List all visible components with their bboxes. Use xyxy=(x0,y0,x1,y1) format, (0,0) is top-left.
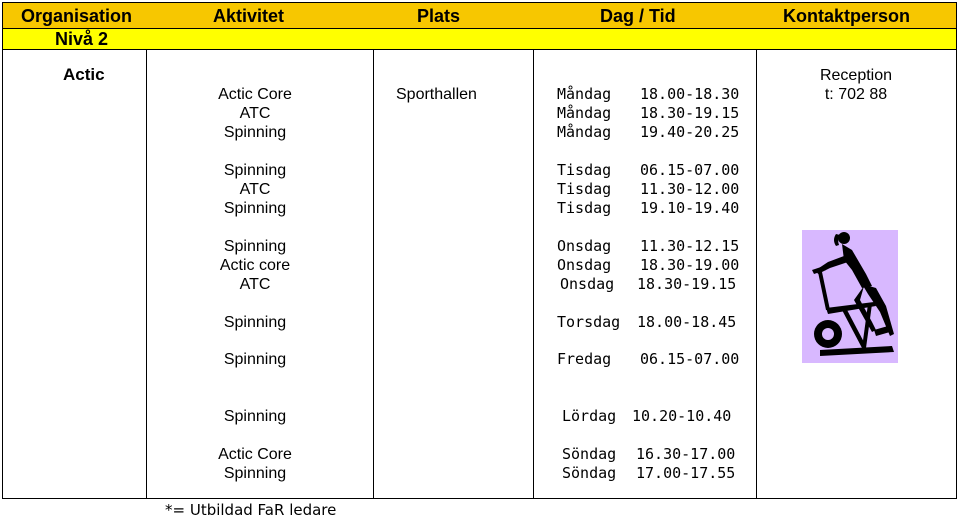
row-activity: Spinning xyxy=(223,314,287,331)
row-day: Fredag xyxy=(557,350,612,368)
level-row xyxy=(2,29,957,50)
spinning-cyclist-icon xyxy=(802,230,898,363)
row-activity: Spinning xyxy=(223,162,287,179)
row-time: 16.30-17.00 xyxy=(636,445,736,463)
row-day: Söndag xyxy=(562,464,617,482)
row-activity: Spinning xyxy=(223,124,287,141)
row-activity: ATC xyxy=(239,181,271,198)
level-label: Nivå 2 xyxy=(55,29,109,49)
row-time: 18.00-18.30 xyxy=(640,85,740,103)
row-time: 18.00-18.45 xyxy=(637,313,737,331)
spinning-cyclist-drawing xyxy=(802,230,898,363)
column-divider xyxy=(533,50,534,498)
row-time: 06.15-07.00 xyxy=(640,350,740,368)
row-day: Tisdag xyxy=(557,180,612,198)
row-day: Måndag xyxy=(557,85,612,103)
row-time: 18.30-19.00 xyxy=(640,256,740,274)
table-header xyxy=(2,2,957,29)
row-activity: Spinning xyxy=(223,465,287,482)
place-name: Sporthallen xyxy=(396,86,477,103)
row-activity: Spinning xyxy=(223,238,287,255)
column-divider xyxy=(756,50,757,498)
row-day: Måndag xyxy=(557,104,612,122)
row-time: 19.40-20.25 xyxy=(640,123,740,141)
row-time: 18.30-19.15 xyxy=(640,104,740,122)
header-aktivitet: Aktivitet xyxy=(213,6,285,26)
row-activity: Actic core xyxy=(219,257,291,274)
row-day: Torsdag xyxy=(557,313,621,331)
contact-line2: t: 702 88 xyxy=(824,86,888,103)
row-activity: Actic Core xyxy=(218,446,292,463)
row-day: Lördag xyxy=(562,407,617,425)
row-activity: Spinning xyxy=(223,408,287,425)
row-time: 10.20-10.40 xyxy=(632,407,732,425)
row-time: 19.10-19.40 xyxy=(640,199,740,217)
row-day: Tisdag xyxy=(557,199,612,217)
header-plats: Plats xyxy=(417,6,461,26)
row-time: 18.30-19.15 xyxy=(637,275,737,293)
row-time: 11.30-12.15 xyxy=(640,237,740,255)
header-dag-tid: Dag / Tid xyxy=(600,6,676,26)
row-time: 17.00-17.55 xyxy=(636,464,736,482)
contact-line1: Reception xyxy=(819,67,893,84)
row-day: Onsdag xyxy=(560,275,615,293)
row-day: Onsdag xyxy=(557,256,612,274)
row-activity: Actic Core xyxy=(218,86,292,103)
row-time: 06.15-07.00 xyxy=(640,161,740,179)
row-activity: Spinning xyxy=(223,200,287,217)
footnote: *= Utbildad FaR ledare xyxy=(165,501,337,519)
row-day: Onsdag xyxy=(557,237,612,255)
organisation-name: Actic xyxy=(63,65,105,84)
row-activity: ATC xyxy=(239,276,271,293)
row-day: Måndag xyxy=(557,123,612,141)
header-kontaktperson: Kontaktperson xyxy=(783,6,911,26)
row-day: Tisdag xyxy=(557,161,612,179)
column-divider xyxy=(373,50,374,498)
row-activity: ATC xyxy=(239,105,271,122)
header-organisation: Organisation xyxy=(21,6,133,26)
column-divider xyxy=(146,50,147,498)
row-day: Söndag xyxy=(562,445,617,463)
row-activity: Spinning xyxy=(223,351,287,368)
row-time: 11.30-12.00 xyxy=(640,180,740,198)
